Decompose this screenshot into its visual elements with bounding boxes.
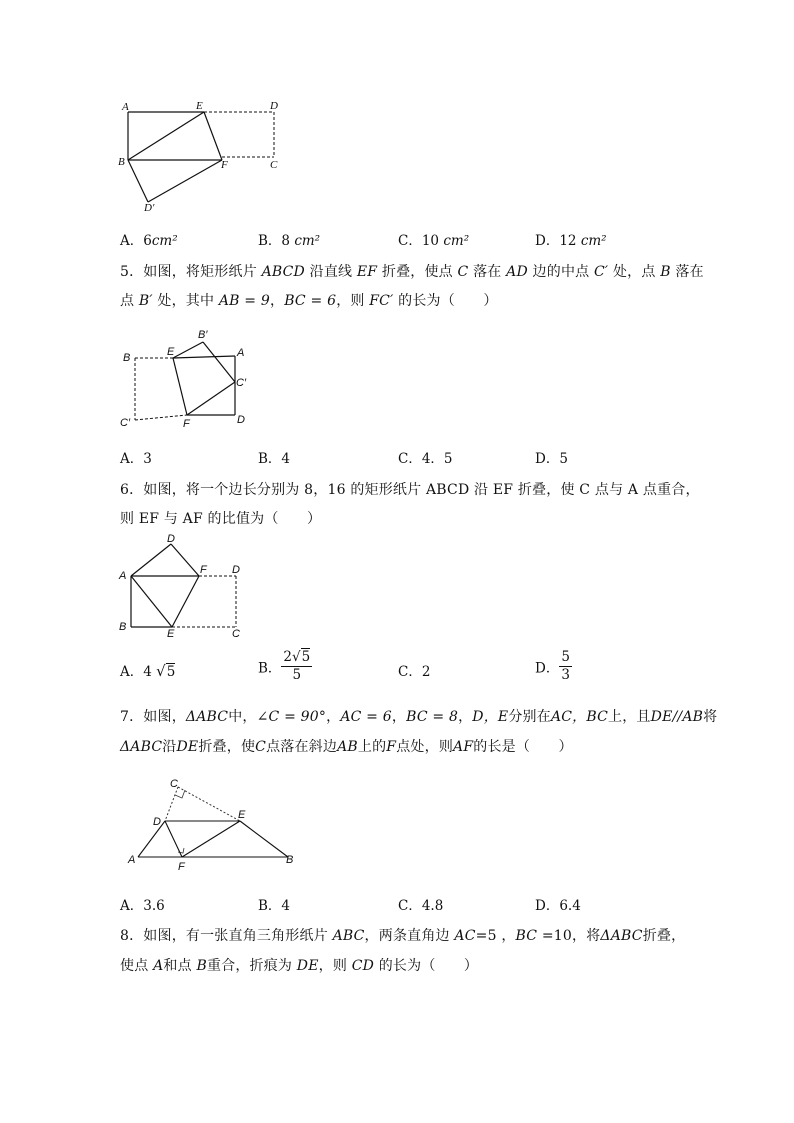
q5-label-d: D — [237, 414, 245, 426]
q6-option-b[interactable]: B． $\frac{2√5}{5}$ — [258, 649, 311, 683]
q7-stem-line1: 7．如图，ΔABC中，∠C = 90°，AC = 6，BC = 8，D，E分别在AC，BC上，且DE//AB将 — [120, 709, 718, 725]
q7-option-c[interactable]: C．4.8 — [398, 898, 444, 914]
q5-stem-line1: 5．如图，将矩形纸片 ABCD 沿直线 EF 折叠，使点 C 落在 AD 边的中点 C′ 处，点 B 落在 — [120, 264, 704, 280]
q7-figure — [120, 775, 310, 875]
q4-label-d: D — [270, 100, 278, 112]
q5-label-a: A — [237, 347, 245, 359]
q6-option-a[interactable]: A．4 √5 — [120, 662, 176, 680]
q5-stem-line2: 点 B′ 处，其中 AB = 9，BC = 6，则 FC′ 的长为（ ） — [120, 293, 498, 309]
q6-stem-line2: 则 EF 与 AF 的比值为（ ） — [120, 511, 322, 527]
q4-label-f: F — [221, 159, 228, 171]
q4-label-e: E — [196, 100, 203, 112]
q6-label-a: A — [119, 570, 127, 582]
q4-option-c[interactable]: C．10 cm² — [398, 233, 470, 249]
q5-label-c: C′ — [120, 417, 131, 429]
q4-label-c: C — [270, 159, 278, 171]
q5-option-a[interactable]: A．3 — [120, 451, 152, 467]
q6-label-f: F — [200, 564, 207, 576]
q6-option-d[interactable]: D． $\frac{5}{3}$ — [535, 649, 570, 683]
q5-option-b[interactable]: B．4 — [258, 451, 291, 467]
q7-label-b: B — [286, 854, 294, 866]
q7-label-e: E — [238, 809, 246, 821]
q4-label-a: A — [122, 101, 129, 113]
q7-label-a: A — [128, 854, 136, 866]
q4-option-b[interactable]: B．8 cm² — [258, 233, 321, 249]
q5-option-c[interactable]: C．4．5 — [398, 451, 453, 467]
q4-option-a[interactable]: A．6cm² — [120, 233, 178, 249]
q5-option-d[interactable]: D．5 — [535, 451, 568, 467]
q4-label-b: B — [118, 156, 125, 168]
q7-option-b[interactable]: B．4 — [258, 898, 291, 914]
q6-figure — [115, 530, 255, 640]
q7-label-c: C — [170, 778, 178, 790]
q6-option-c[interactable]: C．2 — [398, 664, 431, 680]
q5-label-cprime: C′ — [236, 377, 247, 389]
q5-label-bprime: B′ — [198, 329, 208, 341]
q4-option-d[interactable]: D．12 cm² — [535, 233, 607, 249]
q4-figure — [110, 95, 300, 220]
q4-label-dprime: D′ — [144, 202, 155, 214]
q6-label-d-top: D — [167, 533, 175, 545]
q5-label-b: B — [123, 352, 131, 364]
q6-label-e: E — [167, 628, 175, 640]
q5-figure — [115, 322, 265, 432]
q7-stem-line2: ΔABC沿DE折叠，使C点落在斜边AB上的F点处，则AF的长是（ ） — [120, 739, 573, 755]
q8-stem-line2: 使点 A和点 B重合，折痕为 DE，则 CD 的长为（ ） — [120, 958, 479, 974]
q5-label-f: F — [183, 418, 190, 430]
q6-label-b: B — [119, 621, 127, 633]
q6-stem-line1: 6．如图，将一个边长分别为 8，16 的矩形纸片 ABCD 沿 EF 折叠，使 C 点与 A 点重合， — [120, 482, 700, 498]
q7-option-a[interactable]: A．3.6 — [120, 898, 165, 914]
q7-label-d: D — [153, 816, 161, 828]
q7-label-f: F — [178, 861, 185, 873]
q8-stem-line1: 8．如图，有一张直角三角形纸片 ABC，两条直角边 AC=5 ，BC =10，将ΔABC折叠， — [120, 928, 686, 944]
q6-label-c: C — [232, 628, 240, 640]
q5-label-e: E — [167, 346, 175, 358]
q7-option-d[interactable]: D．6.4 — [535, 898, 581, 914]
q6-label-d: D — [232, 564, 240, 576]
